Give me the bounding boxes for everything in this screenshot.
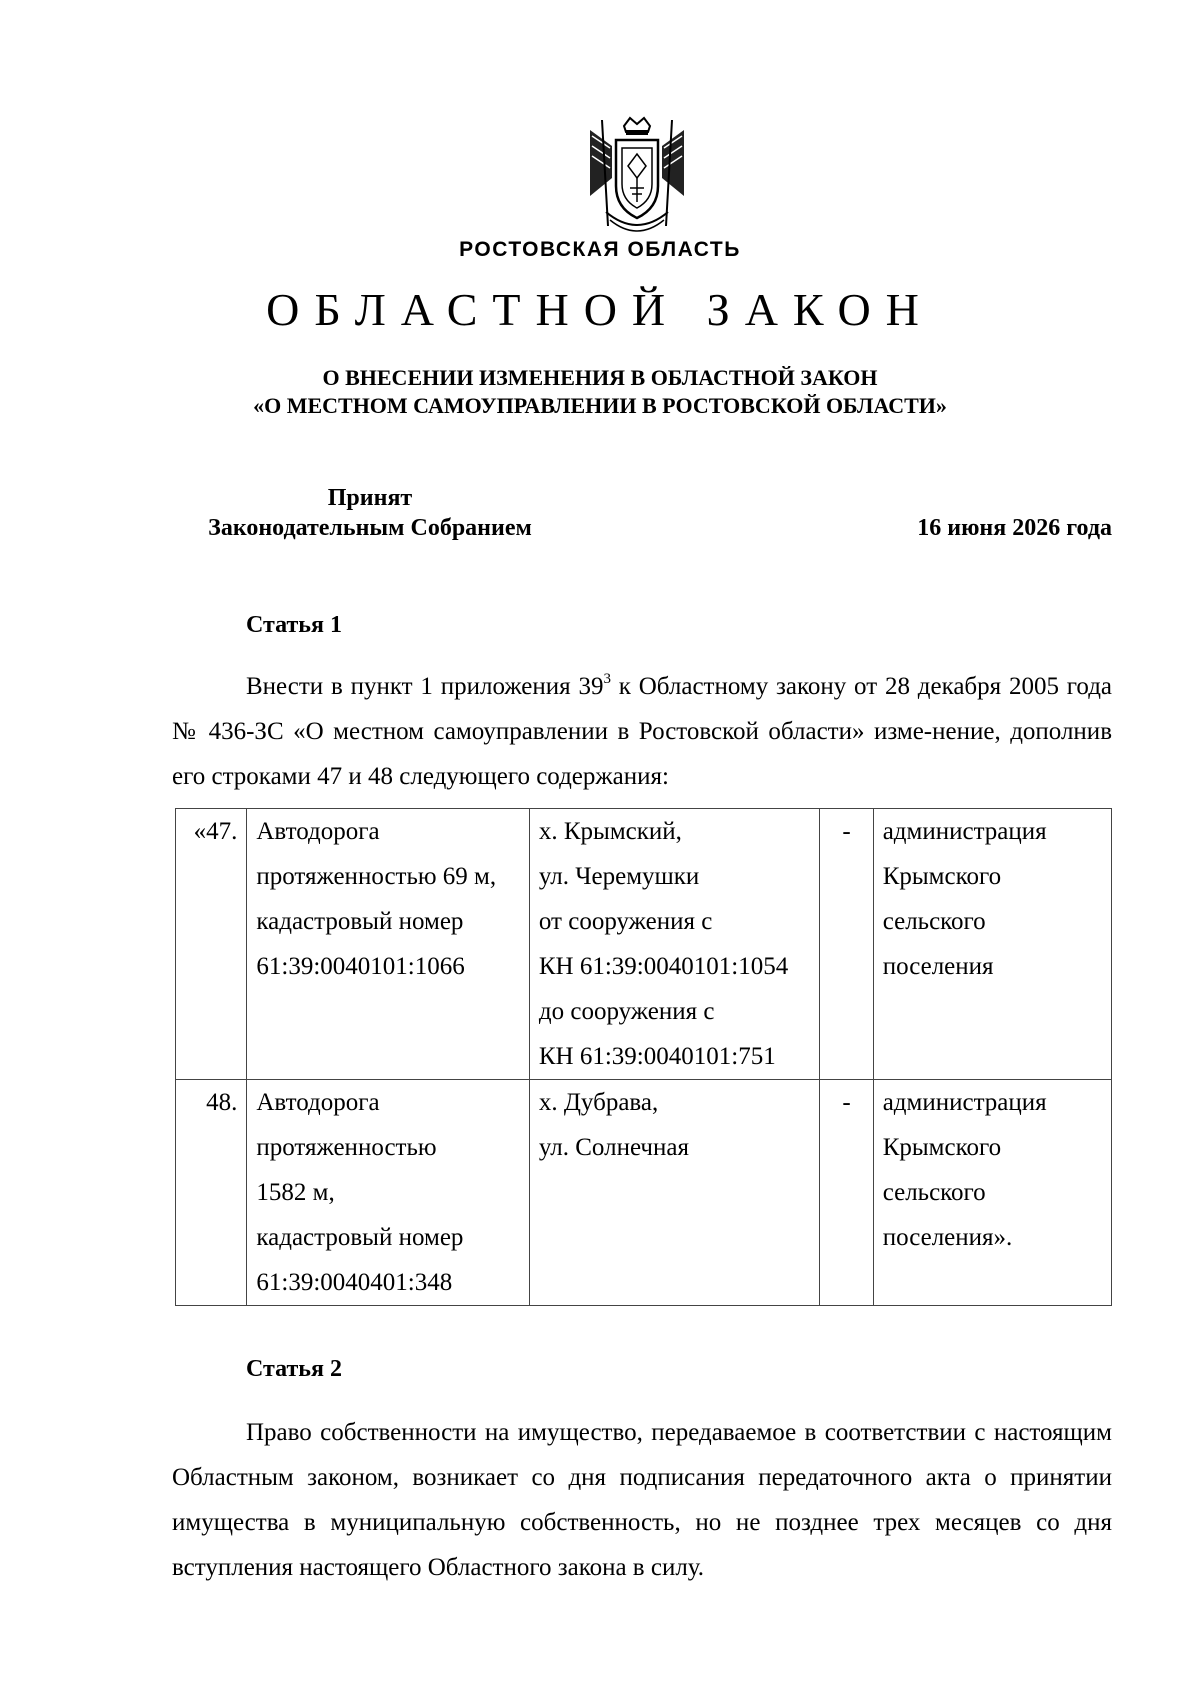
- object-description-line: кадастровый номер: [256, 908, 464, 935]
- law-subject: [0, 364, 1200, 420]
- amendment-table: [175, 808, 1112, 1306]
- article-2-heading: Статья 2: [246, 1356, 342, 1382]
- owner-cell-line: администрация: [882, 818, 1047, 845]
- object-address-line: ул. Солнечная: [538, 1134, 689, 1161]
- dash-cell: -: [820, 809, 873, 1080]
- owner-cell-line: поселения».: [882, 1224, 1013, 1251]
- object-description-line: 61:39:0040101:1066: [256, 953, 465, 980]
- adoption-block: [175, 483, 565, 543]
- object-address: [529, 1080, 820, 1306]
- object-description: [247, 809, 530, 1080]
- article-1-text-part1: Внести в пункт 1 приложения 39: [246, 673, 604, 700]
- region-name: РОСТОВСКАЯ ОБЛАСТЬ: [459, 238, 741, 261]
- article-1-superscript: 3: [603, 671, 611, 687]
- adoption-line1: Принят: [327, 485, 413, 511]
- adoption-line2: Законодательным Собранием: [208, 515, 532, 541]
- row-number: «47.: [176, 809, 247, 1080]
- owner-cell: [873, 809, 1111, 1080]
- coat-of-arms-icon: [582, 116, 692, 236]
- table-row: [176, 1080, 1112, 1306]
- object-description-line: Автодорога: [256, 818, 380, 845]
- owner-cell-line: сельского: [882, 908, 986, 935]
- object-address-line: ул. Черемушки: [538, 863, 700, 890]
- article-2-text: [172, 1410, 1112, 1590]
- table-row: [176, 809, 1112, 1080]
- owner-cell: [873, 1080, 1111, 1306]
- object-description-line: 61:39:0040401:348: [256, 1269, 453, 1296]
- object-address-line: до сооружения с: [538, 998, 715, 1025]
- law-subject-line2: «О МЕСТНОМ САМОУПРАВЛЕНИИ В РОСТОВСКОЙ ОБЛАСТИ»: [253, 393, 947, 418]
- object-address-line: КН 61:39:0040101:1054: [538, 953, 789, 980]
- row-number: 48.: [176, 1080, 247, 1306]
- owner-cell-line: Крымского: [882, 1134, 1002, 1161]
- object-address: [529, 809, 820, 1080]
- owner-cell-line: поселения: [882, 953, 994, 980]
- object-description: [247, 1080, 530, 1306]
- object-address-line: КН 61:39:0040101:751: [538, 1043, 776, 1070]
- article-1-text: [172, 664, 1112, 799]
- article-1-heading: Статья 1: [246, 612, 342, 638]
- owner-cell-line: администрация: [882, 1089, 1047, 1116]
- object-description-line: протяженностью 69 м,: [256, 863, 497, 890]
- owner-cell-line: Крымского: [882, 863, 1002, 890]
- object-address-line: х. Крымский,: [538, 818, 682, 845]
- object-description-line: протяженностью: [256, 1134, 437, 1161]
- object-description-line: кадастровый номер: [256, 1224, 464, 1251]
- object-description-line: Автодорога: [256, 1089, 380, 1116]
- article-2-paragraph: Право собственности на имущество, передаваемое в соответствии с настоящим Областным законом, возникает со дня подписания передаточного акта о принятии имущества в муниципальную собственность, но не позднее трех месяцев со дня вступления настоящего Областного закона в силу.: [172, 1419, 1112, 1581]
- dash-cell: -: [820, 1080, 873, 1306]
- object-address-line: х. Дубрава,: [538, 1089, 659, 1116]
- object-address-line: от сооружения с: [538, 908, 713, 935]
- owner-cell-line: сельского: [882, 1179, 986, 1206]
- article-1-text-part2: к Областному закону от 28 декабря 2005 года № 436-ЗС «О местном самоуправлении в Ростовской области» изме-нение, дополнив его строками 47 и 48 следующего содержания:: [172, 673, 1113, 790]
- object-description-line: 1582 м,: [256, 1179, 335, 1206]
- adoption-date: 16 июня 2026 года: [917, 515, 1112, 541]
- law-subject-line1: О ВНЕСЕНИИ ИЗМЕНЕНИЯ В ОБЛАСТНОЙ ЗАКОН: [322, 365, 878, 390]
- document-type: ОБЛАСТНОЙ ЗАКОН: [266, 284, 934, 335]
